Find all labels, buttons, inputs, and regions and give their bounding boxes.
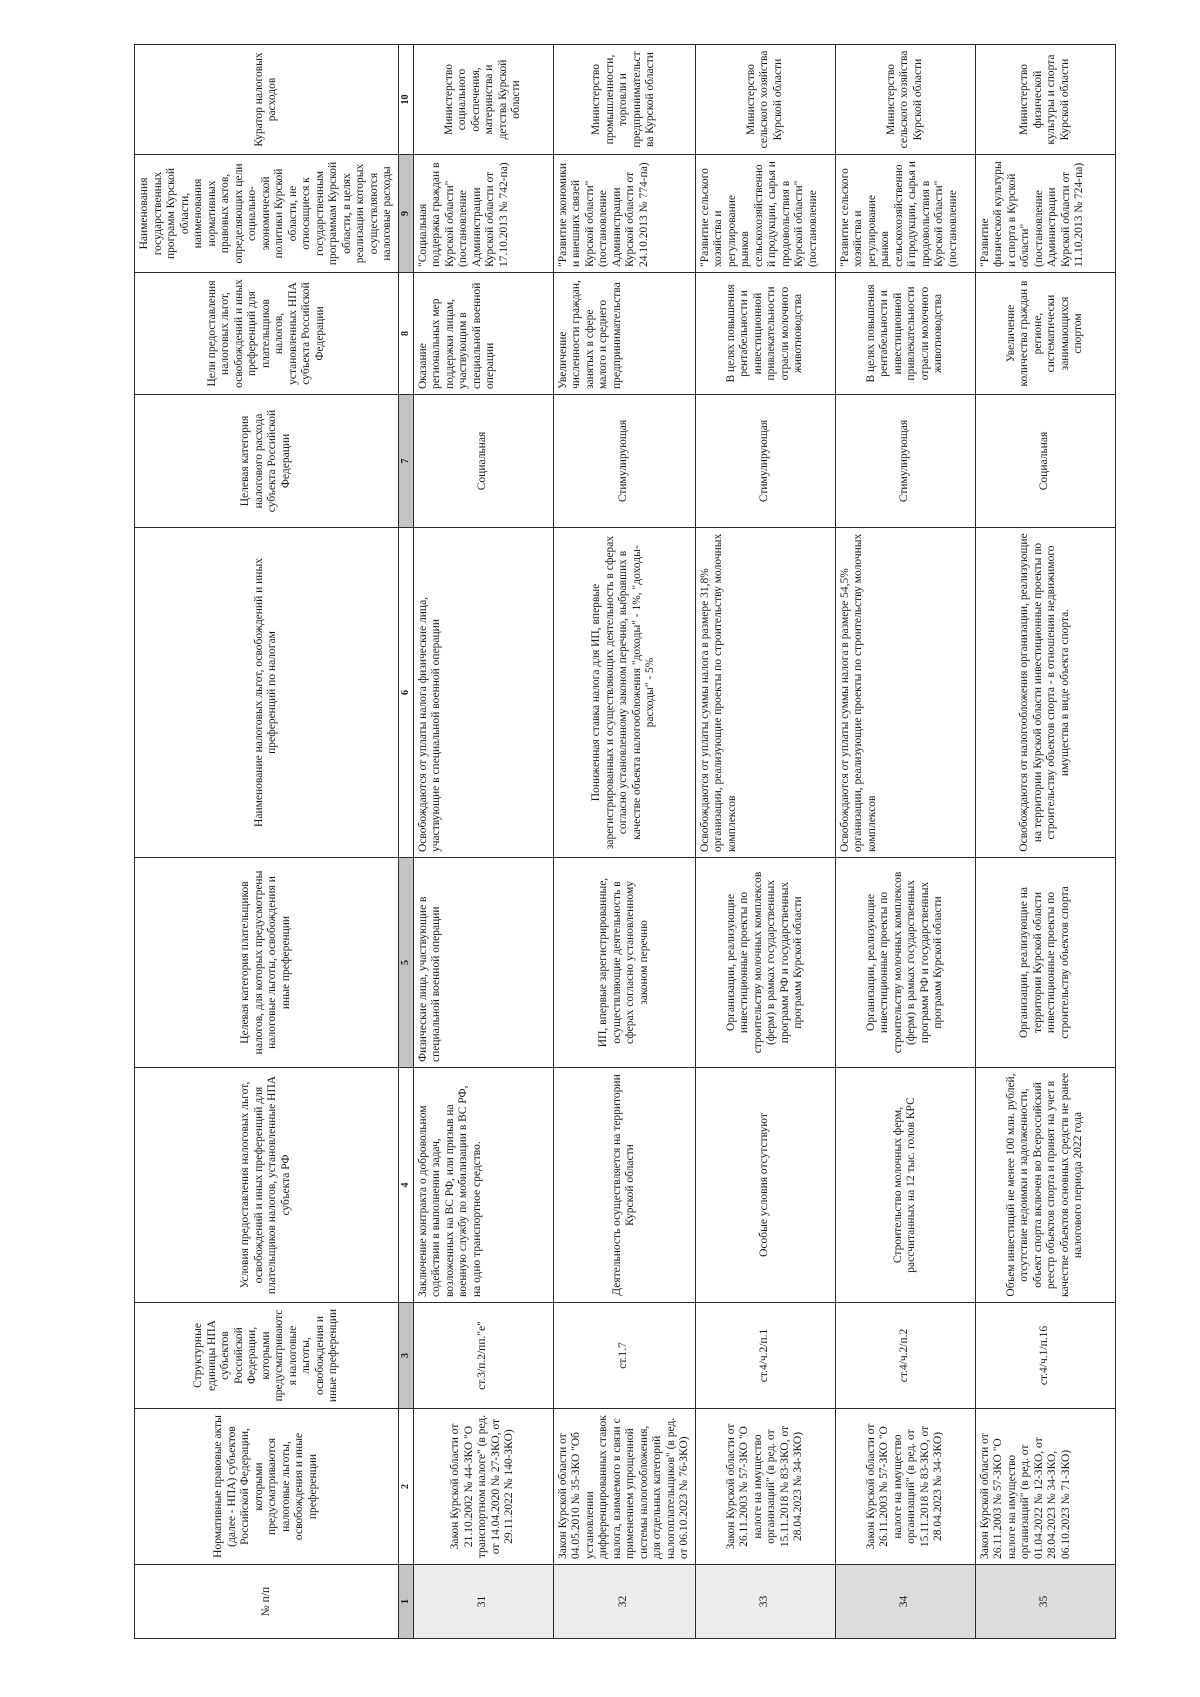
cell-curator: Министерство социального обеспечения, материнства и детства Курской области xyxy=(413,45,553,155)
cell-benefit-name: Освобождаются от уплаты налога физические лица, участвующие в специальной военной операции xyxy=(413,528,553,858)
cell-program xyxy=(975,155,1115,273)
cell-program xyxy=(553,155,695,273)
cell-curator: Министерство промышленности, торговли и предпринимательства Курской области xyxy=(553,45,695,155)
column-number: 8 xyxy=(398,273,413,395)
cell-act: Закон Курской области от 04.05.2010 № 35-ЗКО "Об установлении дифференцированных ставок налога, взимаемого в связи с применением упрощенной системы налогообложения, для отдельных категорий налогоплательщиков" (в ред. от 06.10.2023 № 76-ЗКО) xyxy=(553,1409,695,1565)
cell-curator: Министерство сельского хозяйства Курской области xyxy=(835,45,975,155)
cell-unit: ст.4/ч.2/п.1 xyxy=(695,1303,835,1409)
column-number-row xyxy=(398,45,413,1639)
cell-conditions: Деятельность осуществляется на территории Курской области xyxy=(553,1068,695,1303)
cell-target-category: Организации, реализующие на территории Курской области инвестиционные проекты по строительству объектов спорта xyxy=(975,858,1115,1068)
cell-conditions: Заключение контракта о добровольном содействии в выполнении задач, возложенных на ВС РФ, или призыв на военную службу по мобилизации в ВС РФ, на одно транспортное средство. xyxy=(413,1068,553,1303)
cell-benefit-name: Освобождаются от налогообложения организации, реализующие на территории Курской области инвестиционные проекты по строительству объектов спорта - в отношении недвижимого имущества в виде объекта спорта. xyxy=(975,528,1115,858)
cell-program xyxy=(835,155,975,273)
cell-conditions: Строительство молочных ферм, рассчитанных на 12 тыс. голов КРС xyxy=(835,1068,975,1303)
column-number: 4 xyxy=(398,1068,413,1303)
cell-goals: Оказание региональных мер поддержки лицам, участвующим в специальной военной операции xyxy=(413,273,553,395)
cell-curator: Министерство сельского хозяйства Курской области xyxy=(695,45,835,155)
row-number: 33 xyxy=(695,1565,835,1639)
cell-expense-category: Стимулирующая xyxy=(695,395,835,528)
column-header: Условия предоставления налоговых льгот, освобождений и иных преференций для плательщиков налогов, установленные НПА субъекта РФ xyxy=(135,1068,399,1303)
column-header: Целевая категория плательщиков налогов, для которых предусмотрены налоговые льготы, освобождения и иные преференции xyxy=(135,858,399,1068)
table-row xyxy=(975,45,1115,1639)
cell-curator: Министерство физической культуры и спорта Курской области xyxy=(975,45,1115,155)
column-number: 1 xyxy=(398,1565,413,1639)
cell-benefit-name: Пониженная ставка налога для ИП, впервые зарегистрированных и осуществляющих деятельность в сферах согласно установленному законом перечню, выбравших в качестве объекта налогообложения "доходы" - 1%, "доходы-расходы" - 5% xyxy=(553,528,695,858)
cell-act: Закон Курской области от 26.11.2003 № 57-ЗКО "О налоге на имущество организаций" (в ред. от 15.11.2018 № 83-ЗКО, от 28.04.2023 № 34-ЗКО) xyxy=(835,1409,975,1565)
cell-program xyxy=(413,155,553,273)
column-header: Наименования государственных программ Курской области, наименования нормативных правовых актов, определяющих цели социально-экономической политики Курской области, не относящиеся к государственным программам Курской области, в целях реализации которых осуществляются налоговые расходы xyxy=(135,155,399,273)
cell-benefit-name: Освобождаются от уплаты суммы налога в размере 54,5% организации, реализующие проекты по строительству молочных комплексов xyxy=(835,528,975,858)
cell-conditions: Объем инвестиций не менее 100 млн. рублей, отсутствие недоимки и задолженности, объект спорта включен во Всероссийский реестр объектов спорта и принят на учет в качестве объектов основных средств не ранее налогового периода 2022 года xyxy=(975,1068,1115,1303)
column-number: 5 xyxy=(398,858,413,1068)
column-number: 7 xyxy=(398,395,413,528)
table-row xyxy=(695,45,835,1639)
cell-unit: ст.4/ч.1/п.16 xyxy=(975,1303,1115,1409)
cell-act: Закон Курской области от 21.10.2002 № 44-ЗКО "О транспортном налоге" (в ред. от 14.04.2020 № 27-ЗКО, от 29.11.2022 № 140-ЗКО) xyxy=(413,1409,553,1565)
row-number: 34 xyxy=(835,1565,975,1639)
cell-benefit-name: Освобождаются от уплаты суммы налога в размере 31,8% организации, реализующие проекты по строительству молочных комплексов xyxy=(695,528,835,858)
column-header: Нормативные правовые акты (далее - НПА) субъектов Российской Федерации, которыми предусматриваются налоговые льготы, освобождения и иные преференции xyxy=(135,1409,399,1565)
cell-target-category: Организации, реализующие инвестиционные проекты по строительству молочных комплексов (ферм) в рамках государственных программ РФ и государственных программ Курской области xyxy=(835,858,975,1068)
cell-program-text: "Развитие физической культуры и спорта в Курской области" (постановление Администрации Курской области от 11.10.2013 № 724-па) xyxy=(978,161,1085,267)
column-number: 9 xyxy=(398,155,413,273)
cell-target-category: Организации, реализующие инвестиционные проекты по строительству молочных комплексов (ферм) в рамках государственных программ РФ и государственных программ Курской области xyxy=(695,858,835,1068)
cell-program-text: "Развитие сельского хозяйства и регулирование рынков сельскохозяйственной продукции, сырья и продовольствия в Курской области" (постановление xyxy=(838,161,959,267)
cell-unit: ст.1.7 xyxy=(553,1303,695,1409)
column-number: 10 xyxy=(398,45,413,155)
cell-program-text: "Развитие сельского хозяйства и регулирование рынков сельскохозяйственной продукции, сырья и продовольствия в Курской области" (постановление xyxy=(698,161,819,267)
row-number: 35 xyxy=(975,1565,1115,1639)
cell-goals: Увеличение численности граждан, занятых в сфере малого и среднего предпринимательства xyxy=(553,273,695,395)
column-header: Структурные единицы НПА субъектов Российской Федерации, которыми предусматриваются налоговые льготы, освобождения и иные преференции xyxy=(135,1303,399,1409)
row-number: 31 xyxy=(413,1565,553,1639)
cell-program-text: "Развитие экономики и внешних связей Курской области" (постановление Администрации Курской области от 24.10.2013 № 774-па) xyxy=(556,162,650,267)
column-number: 6 xyxy=(398,528,413,858)
cell-target-category: ИП, впервые зарегистрированные, осуществляющие деятельность в сферах согласно установленному законом перечню xyxy=(553,858,695,1068)
cell-expense-category: Социальная xyxy=(975,395,1115,528)
row-number: 32 xyxy=(553,1565,695,1639)
cell-expense-category: Стимулирующая xyxy=(553,395,695,528)
header-row xyxy=(135,45,399,1639)
column-header: Цели предоставления налоговых льгот, освобождений и иных преференций для плательщиков налогов, установленных НПА субъекта Российской Федерации xyxy=(135,273,399,395)
cell-unit: ст.4/ч.2/п.2 xyxy=(835,1303,975,1409)
cell-target-category: Физические лица, участвующие в специальной военной операции xyxy=(413,858,553,1068)
column-header: Куратор налоговых расходов xyxy=(135,45,399,155)
cell-goals: В целях повышения рентабельности и инвестиционной привлекательности отрасли молочного животноводства xyxy=(695,273,835,395)
table-row xyxy=(553,45,695,1639)
table-row xyxy=(413,45,553,1639)
table-row xyxy=(835,45,975,1639)
cell-goals: В целях повышения рентабельности и инвестиционной привлекательности отрасли молочного животноводства xyxy=(835,273,975,395)
column-number: 3 xyxy=(398,1303,413,1409)
cell-goals: Увеличение количества граждан в регионе, систематически занимающихся спортом xyxy=(975,273,1115,395)
cell-unit: ст.3/п.2/пп."е" xyxy=(413,1303,553,1409)
cell-program xyxy=(695,155,835,273)
tax-expenditures-table xyxy=(134,44,1116,1639)
column-number: 2 xyxy=(398,1409,413,1565)
column-header: Наименование налоговых льгот, освобождений и иных преференций по налогам xyxy=(135,528,399,858)
cell-expense-category: Стимулирующая xyxy=(835,395,975,528)
cell-act: Закон Курской области от 26.11.2003 № 57-ЗКО "О налоге на имущество организаций" (в ред. от 01.04.2022 № 12-ЗКО, от 28.04.2023 № 34-ЗКО, 06.10.2023 № 71-ЗКО) xyxy=(975,1409,1115,1565)
cell-expense-category: Социальная xyxy=(413,395,553,528)
cell-act: Закон Курской области от 26.11.2003 № 57-ЗКО "О налоге на имущество организаций" (в ред. от 15.11.2018 № 83-ЗКО, от 28.04.2023 № 34-ЗКО) xyxy=(695,1409,835,1565)
column-header: № п/п xyxy=(135,1565,399,1639)
cell-conditions: Особые условия отсутствуют xyxy=(695,1068,835,1303)
cell-program-text: "Социальная поддержка граждан в Курской области" (постановление Администрации Курской области от 17.10.2013 № 742-па) xyxy=(416,162,510,267)
column-header: Целевая категория налогового расхода субъекта Российской Федерации xyxy=(135,395,399,528)
